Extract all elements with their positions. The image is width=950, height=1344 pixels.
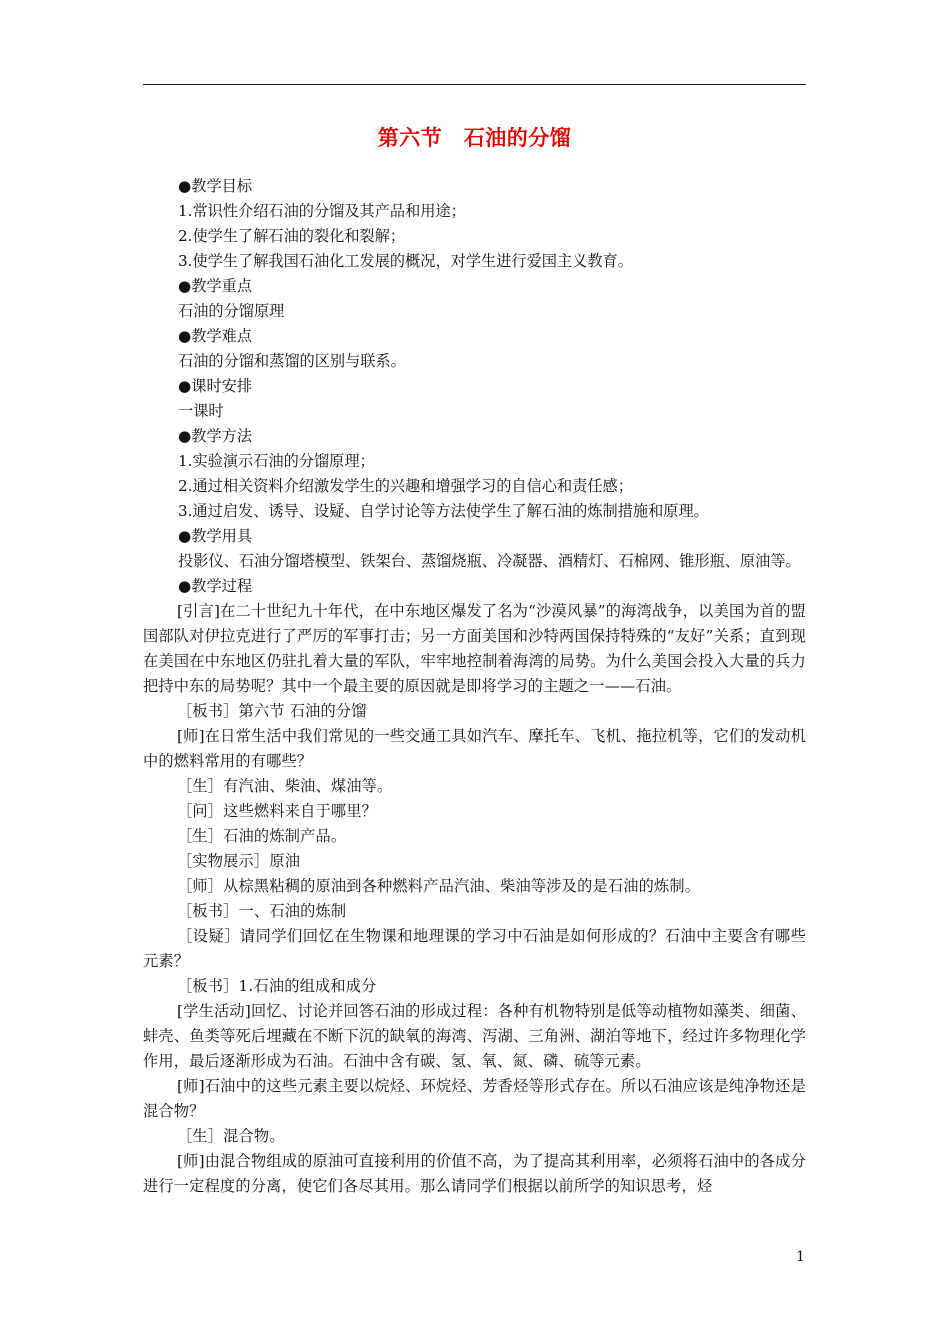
text-line: 石油的分馏原理 — [178, 302, 285, 320]
text-line: 3.使学生了解我国石油化工发展的概况，对学生进行爱国主义教育。 — [178, 252, 633, 270]
paragraph: ［设疑］请同学们回忆在生物课和地理课的学习中石油是如何形成的？石油中主要含有哪些元素？ — [143, 927, 806, 970]
text-line: ●教学重点 — [178, 277, 253, 295]
paragraph: ［问］这些燃料来自于哪里？ — [177, 802, 378, 820]
text-line: 3.通过启发、诱导、设疑、自学讨论等方法使学生了解石油的炼制措施和原理。 — [178, 502, 709, 520]
paragraph: [师]由混合物组成的原油可直接利用的价值不高，为了提高其利用率，必须将石油中的各成分进行一定程度的分离，使它们各尽其用。那么请同学们根据以前所学的知识思考，烃 — [143, 1152, 806, 1195]
document-body — [143, 174, 806, 1199]
paragraph: [师]在日常生活中我们常见的一些交通工具如汽车、摩托车、飞机、拖拉机等，它们的发动机中的燃料常用的有哪些？ — [143, 727, 806, 770]
text-line: 1.常识性介绍石油的分馏及其产品和用途； — [178, 202, 466, 220]
page-number: 1 — [796, 1249, 805, 1265]
paragraph: [引言]在二十世纪九十年代，在中东地区爆发了名为“沙漠风暴”的海湾战争，以美国为首的盟国部队对伊拉克进行了严厉的军事打击；另一方面美国和沙特两国保持特殊的“友好”关系；直到现在美国在中东地区仍驻扎着大量的军队，牢牢地控制着海湾的局势。为什么美国会投入大量的兵力把持中东的局势呢？其中一个最主要的原因就是即将学习的主题之一——石油。 — [143, 602, 806, 695]
paragraph: ［生］有汽油、柴油、煤油等。 — [177, 777, 393, 795]
text-line: ●教学用具 — [178, 527, 253, 545]
text-line: ●教学目标 — [178, 177, 253, 195]
paragraph: ［板书］一、石油的炼制 — [177, 902, 347, 920]
text-line: ●教学过程 — [178, 577, 253, 595]
paragraph: ［板书］1.石油的组成和成分 — [177, 977, 377, 995]
paragraph: [师]石油中的这些元素主要以烷烃、环烷烃、芳香烃等形式存在。所以石油应该是纯净物还是混合物？ — [143, 1077, 806, 1120]
text-line: 1.实验演示石油的分馏原理； — [178, 452, 375, 470]
text-line: ●教学难点 — [178, 327, 253, 345]
text-line: 石油的分馏和蒸馏的区别与联系。 — [178, 352, 406, 370]
paragraph: ［板书］第六节 石油的分馏 — [177, 702, 367, 720]
text-line: 一课时 — [178, 402, 224, 420]
text-line: ●教学方法 — [178, 427, 253, 445]
paragraph: ［师］从棕黑粘稠的原油到各种燃料产品汽油、柴油等涉及的是石油的炼制。 — [177, 877, 701, 895]
text-line: 投影仪、石油分馏塔模型、铁架台、蒸馏烧瓶、冷凝器、酒精灯、石棉网、锥形瓶、原油等。 — [178, 552, 801, 570]
paragraph: ［生］混合物。 — [177, 1127, 285, 1145]
paragraph: [学生活动]回忆、讨论并回答石油的形成过程：各种有机物特别是低等动植物如藻类、细菌、蚌壳、鱼类等死后埋藏在不断下沉的缺氧的海湾、泻湖、三角洲、湖泊等地下，经过许多物理化学作用，最后逐渐形成为石油。石油中含有碳、氢、氧、氮、磷、硫等元素。 — [143, 1002, 806, 1070]
text-line: ●课时安排 — [178, 377, 253, 395]
paragraph: ［实物展示］原油 — [177, 852, 301, 870]
section-title: 第六节 石油的分馏 — [377, 125, 572, 150]
header-rule — [143, 84, 806, 85]
text-line: 2.使学生了解石油的裂化和裂解； — [178, 227, 406, 245]
paragraph: ［生］石油的炼制产品。 — [177, 827, 347, 845]
text-line: 2.通过相关资料介绍激发学生的兴趣和增强学习的自信心和责任感； — [178, 477, 633, 495]
